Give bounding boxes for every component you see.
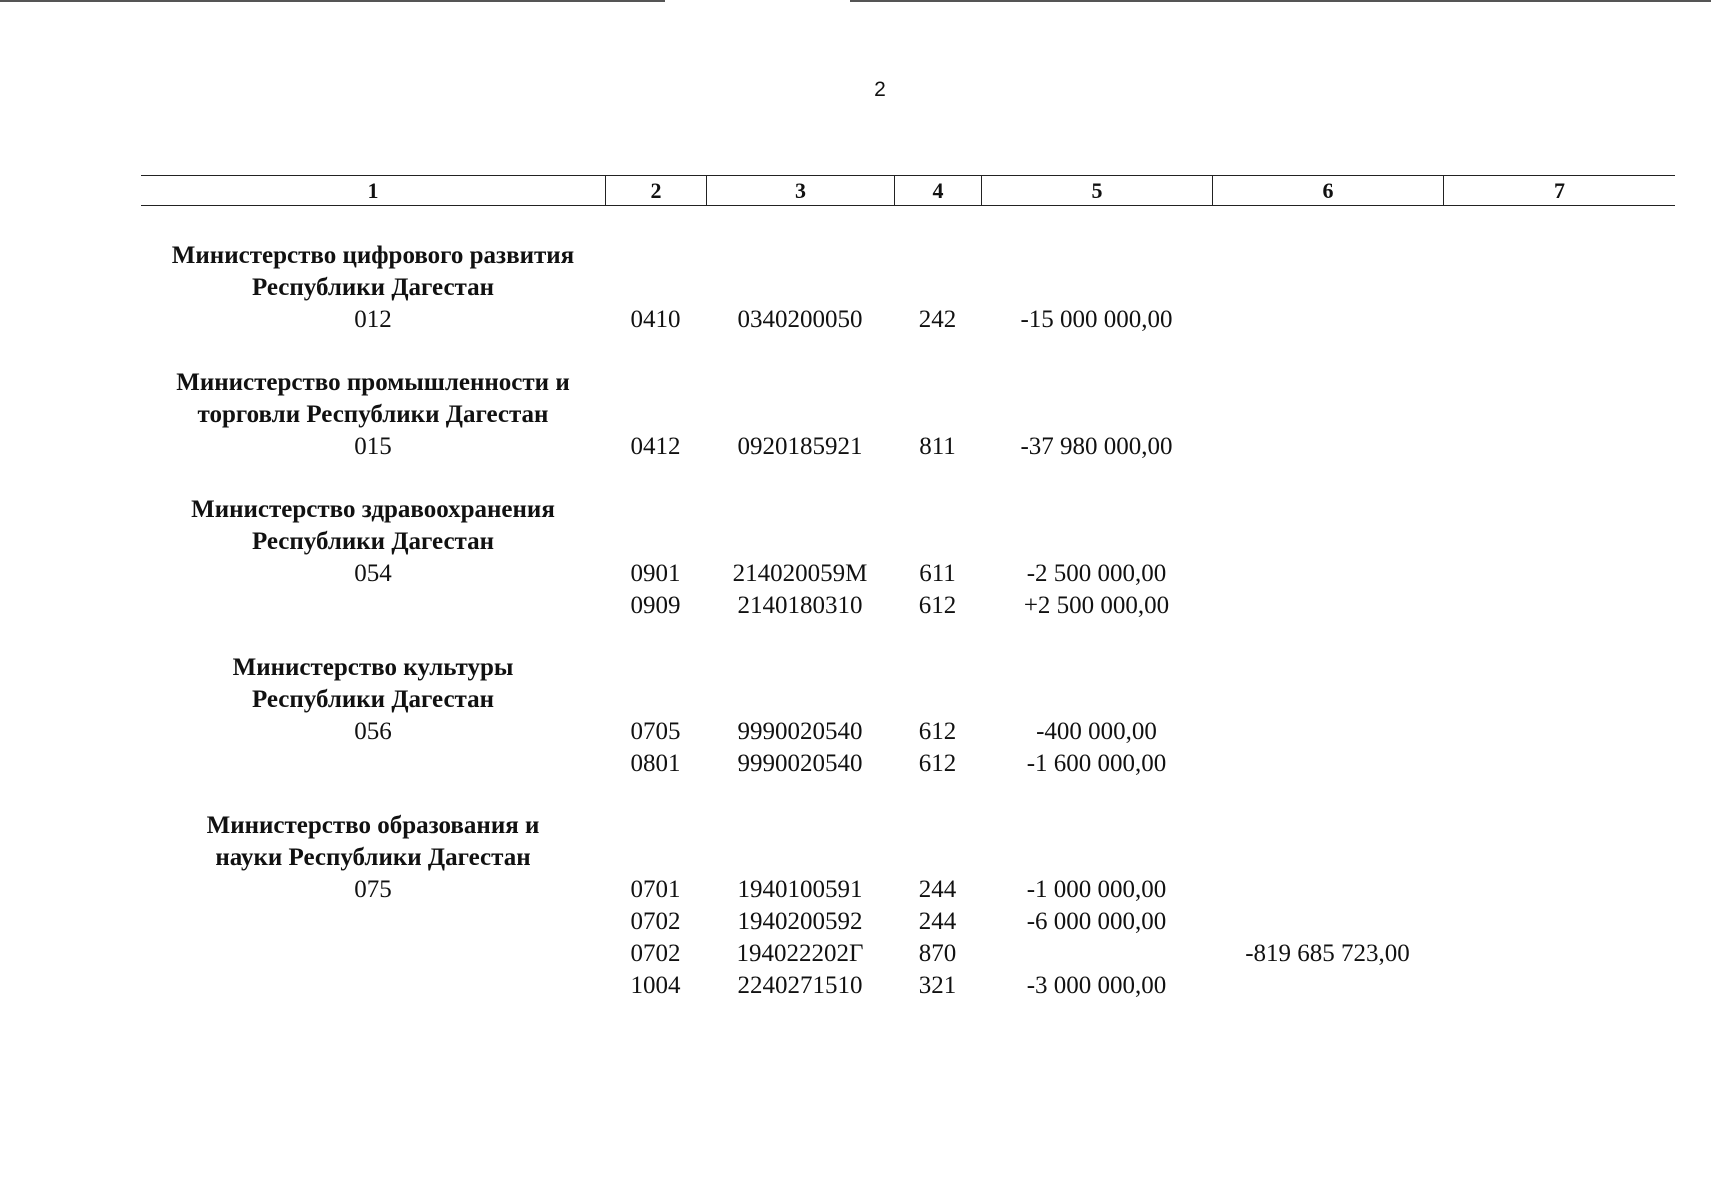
target-article-code: 214020059M xyxy=(732,560,868,587)
table-row xyxy=(141,558,1675,590)
target-article-code: 2240271510 xyxy=(737,972,863,999)
org-group-education xyxy=(141,810,1675,1002)
org-name-line: Министерство здравоохранения xyxy=(191,496,555,523)
amount-col-5: -15 000 000,00 xyxy=(1020,306,1173,333)
section-code: 0702 xyxy=(630,940,681,967)
header-col-5: 5 xyxy=(981,176,1212,205)
org-group-health xyxy=(141,494,1675,622)
org-group-culture xyxy=(141,652,1675,780)
org-name-line: Министерство промышленности и xyxy=(176,369,570,396)
table-row xyxy=(141,938,1675,970)
amount-col-5: -400 000,00 xyxy=(1036,718,1157,745)
header-col-7: 7 xyxy=(1443,176,1675,205)
org-name-line: Министерство цифрового развития xyxy=(171,242,575,269)
section-code: 0801 xyxy=(630,750,681,777)
expense-type-code: 242 xyxy=(918,306,957,333)
target-article-code: 2140180310 xyxy=(737,592,863,619)
header-col-6: 6 xyxy=(1212,176,1443,205)
org-group-industry xyxy=(141,367,1675,463)
org-name-line: Министерство образования и xyxy=(206,812,540,839)
org-code: 075 xyxy=(354,876,392,903)
section-code: 0909 xyxy=(630,592,681,619)
target-article-code: 1940100591 xyxy=(737,876,863,903)
org-name-line: Республики Дагестан xyxy=(251,686,495,713)
amount-col-5: -2 500 000,00 xyxy=(1026,560,1167,587)
org-code: 056 xyxy=(354,718,392,745)
target-article-code: 0340200050 xyxy=(737,306,863,333)
expense-type-code: 611 xyxy=(919,560,956,587)
table-row xyxy=(141,716,1675,748)
target-article-code: 9990020540 xyxy=(737,750,863,777)
org-group-digital xyxy=(141,240,1675,336)
amount-col-5: -37 980 000,00 xyxy=(1020,433,1173,460)
expense-type-code: 870 xyxy=(918,940,957,967)
header-col-3: 3 xyxy=(706,176,894,205)
expense-type-code: 244 xyxy=(918,876,957,903)
target-article-code: 9990020540 xyxy=(737,718,863,745)
org-name-line: Республики Дагестан xyxy=(251,528,495,555)
expense-type-code: 612 xyxy=(918,718,957,745)
org-name-line: торговли Республики Дагестан xyxy=(197,401,549,428)
expense-type-code: 321 xyxy=(918,972,957,999)
section-code: 0412 xyxy=(630,433,681,460)
target-article-code: 1940200592 xyxy=(737,908,863,935)
target-article-code: 194022202Г xyxy=(736,940,864,967)
amount-col-5: -1 000 000,00 xyxy=(1026,876,1167,903)
org-name-line: Министерство культуры xyxy=(232,654,514,681)
page-number: 2 xyxy=(874,78,886,101)
header-col-1: 1 xyxy=(367,177,379,203)
table-header xyxy=(141,175,1675,206)
scan-edge-right xyxy=(850,0,1711,2)
section-code: 0702 xyxy=(630,908,681,935)
section-code: 0901 xyxy=(630,560,681,587)
org-code: 012 xyxy=(354,306,392,333)
org-code: 054 xyxy=(354,560,392,587)
amount-col-5: -1 600 000,00 xyxy=(1026,750,1167,777)
amount-col-5: -3 000 000,00 xyxy=(1026,972,1167,999)
amount-col-5: -6 000 000,00 xyxy=(1026,908,1167,935)
org-name-line: Республики Дагестан xyxy=(251,274,495,301)
table-row xyxy=(141,874,1675,906)
scan-edge-left xyxy=(0,0,665,2)
expense-type-code: 811 xyxy=(919,433,956,460)
section-code: 1004 xyxy=(630,972,681,999)
table-row xyxy=(141,906,1675,938)
org-code: 015 xyxy=(354,433,392,460)
amount-col-6: -819 685 723,00 xyxy=(1245,940,1410,967)
expense-type-code: 612 xyxy=(918,750,957,777)
amount-col-5: +2 500 000,00 xyxy=(1023,592,1170,619)
expense-type-code: 244 xyxy=(918,908,957,935)
expense-type-code: 612 xyxy=(918,592,957,619)
header-col-4: 4 xyxy=(894,176,981,205)
section-code: 0705 xyxy=(630,718,681,745)
table-row xyxy=(141,431,1675,463)
table-row xyxy=(141,304,1675,336)
target-article-code: 0920185921 xyxy=(737,433,863,460)
table-row xyxy=(141,970,1675,1002)
table-row xyxy=(141,590,1675,622)
section-code: 0410 xyxy=(630,306,681,333)
org-name-line: науки Республики Дагестан xyxy=(215,844,531,871)
section-code: 0701 xyxy=(630,876,681,903)
header-col-2: 2 xyxy=(605,176,706,205)
table-row xyxy=(141,748,1675,780)
